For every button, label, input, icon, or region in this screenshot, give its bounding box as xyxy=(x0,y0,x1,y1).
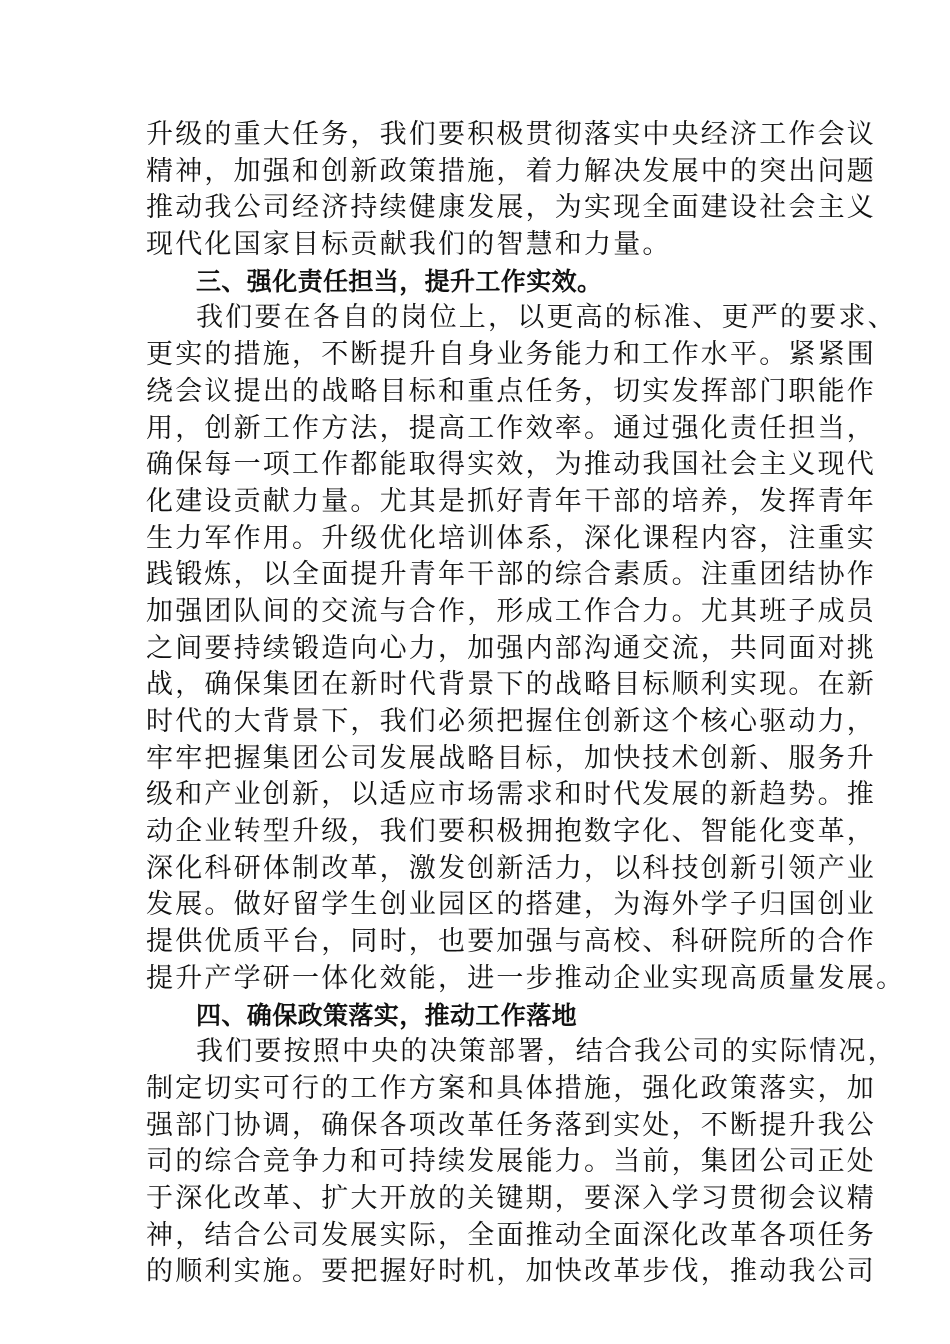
document-body xyxy=(146,117,906,1291)
section-4-line: 强部门协调，确保各项改革任务落到实处，不断提升我公 xyxy=(146,1109,876,1141)
section-4-line: 神，结合公司发展实际，全面推动全面深化改革各项任务 xyxy=(146,1219,876,1251)
section-4-line: 我们要按照中央的决策部署，结合我公司的实际情况， xyxy=(196,1036,897,1068)
section-3-line: 践锻炼，以全面提升青年干部的综合素质。注重团结协作 xyxy=(146,559,876,591)
intro-line: 推动我公司经济持续健康发展，为实现全面建设社会主义 xyxy=(146,192,876,224)
section-3-line: 发展。做好留学生创业园区的搭建，为海外学子归国创业 xyxy=(146,889,876,921)
section-3-line: 确保每一项工作都能取得实效，为推动我国社会主义现代 xyxy=(146,449,876,481)
section-3-line: 深化科研体制改革，激发创新活力，以科技创新引领产业 xyxy=(146,852,876,884)
section-3-line: 动企业转型升级，我们要积极拥抱数字化、智能化变革， xyxy=(146,816,876,848)
section-3-line: 我们要在各自的岗位上，以更高的标准、更严的要求、 xyxy=(196,302,897,334)
section-3-line: 提升产学研一体化效能，进一步推动企业实现高质量发展。 xyxy=(146,962,906,994)
section-3-line: 加强团队间的交流与合作，形成工作合力。尤其班子成员 xyxy=(146,595,876,627)
section-4-line: 于深化改革、扩大开放的关键期，要深入学习贯彻会议精 xyxy=(146,1182,876,1214)
section-3-line: 牢牢把握集团公司发展战略目标，加快技术创新、服务升 xyxy=(146,742,876,774)
intro-line: 升级的重大任务，我们要积极贯彻落实中央经济工作会议 xyxy=(146,119,876,150)
section-3-line: 级和产业创新，以适应市场需求和时代发展的新趋势。推 xyxy=(146,779,876,811)
section-3-line: 更实的措施，不断提升自身业务能力和工作水平。紧紧围 xyxy=(146,339,876,371)
section-4-heading: 四、确保政策落实，推动工作落地 xyxy=(196,1000,578,1030)
section-3-line: 战，确保集团在新时代背景下的战略目标顺利实现。在新 xyxy=(146,669,876,701)
section-3-line: 用，创新工作方法，提高工作效率。通过强化责任担当， xyxy=(146,412,876,444)
section-3-line: 化建设贡献力量。尤其是抓好青年干部的培养，发挥青年 xyxy=(146,485,876,517)
intro-line: 精神，加强和创新政策措施，着力解决发展中的突出问题 xyxy=(146,155,876,187)
section-3-line: 之间要持续锻造向心力，加强内部沟通交流，共同面对挑 xyxy=(146,632,876,664)
section-3-line: 时代的大背景下，我们必须把握住创新这个核心驱动力， xyxy=(146,706,876,737)
section-3-line: 提供优质平台，同时，也要加强与高校、科研院所的合作 xyxy=(146,926,876,958)
section-4-line: 司的综合竞争力和可持续发展能力。当前，集团公司正处 xyxy=(146,1146,876,1178)
intro-line: 现代化国家目标贡献我们的智慧和力量。 xyxy=(146,229,672,261)
section-3-heading: 三、强化责任担当，提升工作实效。 xyxy=(196,266,603,296)
section-4-line: 的顺利实施。要把握好时机，加快改革步伐，推动我公司 xyxy=(146,1256,876,1288)
section-3-line: 生力军作用。升级优化培训体系，深化课程内容，注重实 xyxy=(146,522,876,554)
section-3-line: 绕会议提出的战略目标和重点任务，切实发挥部门职能作 xyxy=(146,375,876,407)
section-4-line: 制定切实可行的工作方案和具体措施，强化政策落实，加 xyxy=(146,1072,876,1104)
